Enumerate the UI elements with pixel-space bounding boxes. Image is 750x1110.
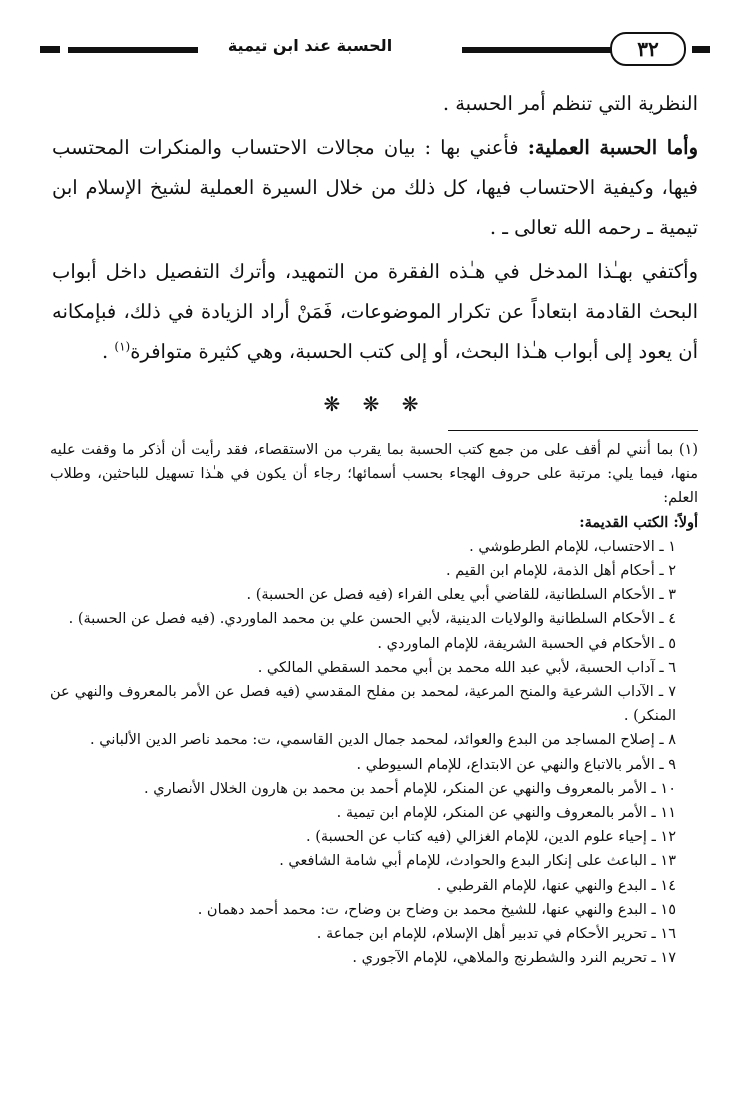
paragraph-2 bbox=[52, 128, 698, 248]
list-item: ٥ ـ الأحكام في الحسبة الشريفة، للإمام الماوردي . bbox=[377, 635, 676, 652]
running-title: الحسبة عند ابن تيمية bbox=[227, 36, 393, 55]
list-item: ٣ ـ الأحكام السلطانية، للقاضي أبي يعلى الفراء (فيه فصل عن الحسبة) . bbox=[246, 587, 676, 604]
paragraph-3 bbox=[52, 252, 698, 372]
page-number: ٣٢ bbox=[610, 32, 686, 66]
paragraph-end: . bbox=[101, 340, 115, 363]
book-list bbox=[50, 535, 698, 971]
list-item: ١٠ ـ الأمر بالمعروف والنهي عن المنكر، للإمام أحمد بن محمد بن هارون الخلال الأنصاري . bbox=[144, 780, 676, 797]
bold-term: وأما الحسبة العملية: bbox=[527, 136, 698, 159]
header-rule bbox=[68, 47, 198, 53]
list-item: ١ ـ الاحتساب، للإمام الطرطوشي . bbox=[469, 538, 676, 555]
list-item: ١٣ ـ الباعث على إنكار البدع والحوادث، للإمام أبي شامة الشافعي . bbox=[279, 853, 676, 870]
paragraph-text: فأعني بها : بيان مجالات الاحتساب والمنكرات المحتسب فيها، وكيفية الاحتساب فيها، كل ذلك من خلال السيرة العملية لشيخ الإسلام ابن تيمية ـ رحمه الله تعالى ـ . bbox=[52, 136, 698, 239]
list-item: ١٧ ـ تحريم النرد والشطرنج والملاهي، للإمام الآجوري . bbox=[352, 950, 676, 967]
paragraph-text: النظرية التي تنظم أمر الحسبة . bbox=[442, 92, 698, 115]
footnote-divider bbox=[448, 430, 698, 431]
header-rule-cap bbox=[692, 46, 710, 53]
list-item: ٦ ـ آداب الحسبة، لأبي عبد الله محمد بن أبي محمد السقطي المالكي . bbox=[257, 659, 676, 676]
paragraph-text: وأكتفي بهـٰذا المدخل في هـٰذه الفقرة من التمهيد، وأترك التفصيل داخل أبواب البحث القادمة ابتعاداً عن تكرار الموضوعات، فَمَنْ أراد الزيادة في ذلك، فبإمكانه أن يعود إلى أبواب هـٰذا البحث، أو إلى كتب الحسبة، وهي كثيرة متوافرة bbox=[52, 260, 698, 363]
running-header bbox=[40, 32, 710, 66]
list-item: ١٢ ـ إحياء علوم الدين، للإمام الغزالي (فيه كتاب عن الحسبة) . bbox=[306, 829, 676, 846]
section-separator: ❋ ❋ ❋ bbox=[323, 392, 427, 416]
footnote-heading: أولاً: الكتب القديمة: bbox=[579, 513, 698, 531]
list-item: ١٤ ـ البدع والنهي عنها، للإمام القرطبي . bbox=[436, 877, 676, 894]
footnote bbox=[50, 438, 698, 970]
paragraph-1 bbox=[52, 84, 698, 124]
list-item: ٢ ـ أحكام أهل الذمة، للإمام ابن القيم . bbox=[446, 563, 676, 580]
footnote-intro: (١) بما أنني لم أقف على من جمع كتب الحسبة بما يقرب من الاستقصاء، فقد رأيت أن أذكر ما وقفت عليه منها، فيما يلي: مرتبة على حروف الهجاء بحسب أسمائها؛ رجاء أن يكون في هـٰذا تسهيل للباحثين، وطلاب العلم: bbox=[50, 442, 698, 507]
list-item: ١٥ ـ البدع والنهي عنها، للشيخ محمد بن وضاح بن وضاح، ت: محمد أحمد دهمان . bbox=[197, 901, 676, 918]
list-item: ١١ ـ الأمر بالمعروف والنهي عن المنكر، للإمام ابن تيمية . bbox=[336, 805, 676, 822]
header-rule-cap bbox=[40, 46, 60, 53]
list-item: ١٦ ـ تحرير الأحكام في تدبير أهل الإسلام، للإمام ابن جماعة . bbox=[316, 926, 676, 943]
list-item: ٨ ـ إصلاح المساجد من البدع والعوائد، لمحمد جمال الدين القاسمي، ت: محمد ناصر الدين الألباني . bbox=[90, 732, 676, 749]
main-text bbox=[52, 84, 698, 372]
list-item: ٩ ـ الأمر بالاتباع والنهي عن الابتداع، للإمام السيوطي . bbox=[356, 756, 676, 773]
list-item: ٧ ـ الآداب الشرعية والمنح المرعية، لمحمد بن مفلح المقدسي (فيه فصل عن الأمر بالمعروف والنهي عن المنكر) . bbox=[50, 684, 676, 725]
list-item: ٤ ـ الأحكام السلطانية والولايات الدينية، لأبي الحسن علي بن محمد الماوردي. (فيه فصل عن الحسبة) . bbox=[68, 611, 676, 628]
footnote-reference[interactable]: (١) bbox=[114, 339, 131, 354]
